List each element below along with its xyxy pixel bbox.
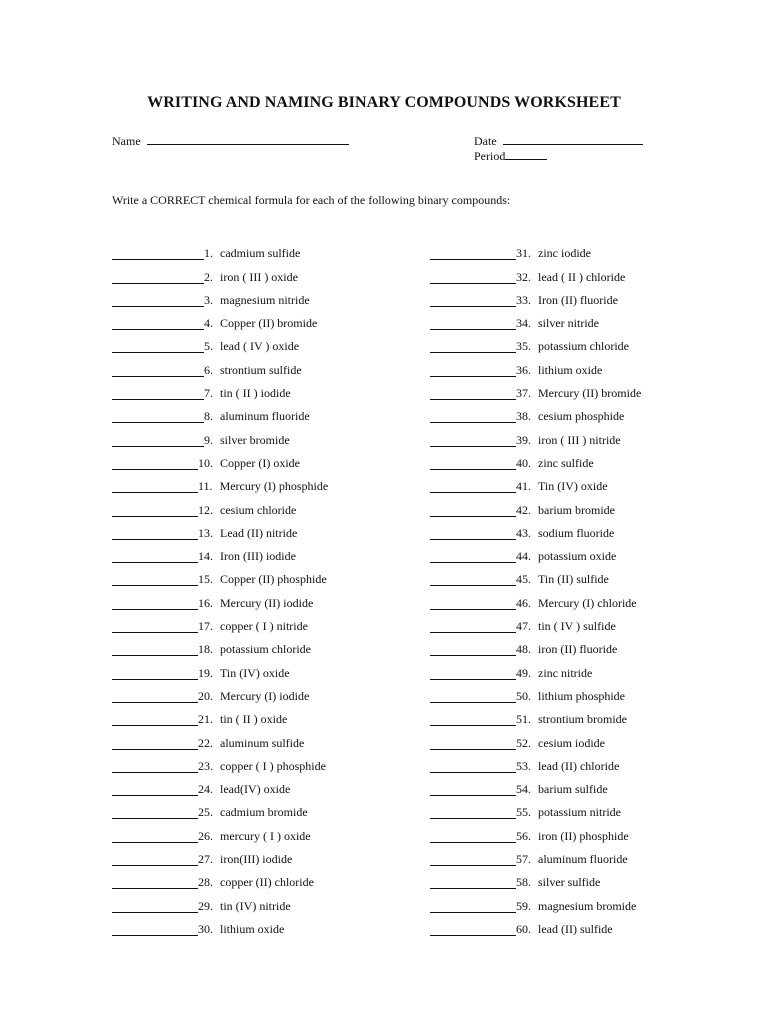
question-item	[430, 703, 641, 726]
compound-name: silver nitride	[538, 316, 599, 331]
compound-name: lithium oxide	[220, 921, 285, 936]
compound-name: tin (IV) nitride	[220, 898, 291, 913]
question-number: 50.	[516, 688, 531, 703]
instructions: Write a CORRECT chemical formula for each of the following binary compounds:	[112, 193, 511, 207]
question-item	[430, 866, 641, 889]
question-number: 35.	[516, 339, 531, 354]
compound-name: lead (II) chloride	[538, 758, 620, 773]
compound-name: zinc iodide	[538, 246, 591, 261]
answer-blank[interactable]	[112, 410, 204, 423]
answer-blank[interactable]	[430, 760, 516, 773]
question-item	[112, 400, 328, 423]
answer-blank[interactable]	[112, 340, 204, 353]
question-item	[112, 260, 328, 283]
answer-blank[interactable]	[112, 713, 198, 726]
question-number: 45.	[516, 572, 531, 587]
name-blank[interactable]	[147, 133, 349, 145]
compound-name: aluminum fluoride	[220, 409, 310, 424]
compound-name: tin ( II ) oxide	[220, 712, 288, 727]
question-number: 25.	[198, 805, 213, 820]
answer-blank[interactable]	[112, 690, 198, 703]
compound-name: sodium fluoride	[538, 525, 615, 540]
compound-name: strontium sulfide	[220, 362, 302, 377]
question-number: 39.	[516, 432, 531, 447]
answer-blank[interactable]	[430, 923, 516, 936]
compound-name: cesium phosphide	[538, 409, 625, 424]
question-item	[430, 843, 641, 866]
question-number: 34.	[516, 316, 531, 331]
question-item	[430, 307, 641, 330]
answer-blank[interactable]	[430, 271, 516, 284]
question-number: 18.	[198, 642, 213, 657]
name-field	[112, 133, 349, 148]
compound-name: Lead (II) nitride	[220, 525, 298, 540]
compound-name: lead ( IV ) oxide	[220, 339, 300, 354]
question-number: 54.	[516, 782, 531, 797]
question-item	[430, 726, 641, 749]
question-item	[430, 284, 641, 307]
answer-blank[interactable]	[430, 573, 516, 586]
compound-name: tin ( IV ) sulfide	[538, 619, 616, 634]
question-item	[112, 307, 328, 330]
period-blank[interactable]	[505, 148, 547, 160]
answer-blank[interactable]	[112, 434, 204, 447]
question-number: 42.	[516, 502, 531, 517]
question-item	[430, 796, 641, 819]
question-item	[112, 633, 328, 656]
question-number: 32.	[516, 269, 531, 284]
compound-name: tin ( II ) iodide	[220, 386, 291, 401]
question-number: 27.	[198, 852, 213, 867]
compound-name: cesium iodide	[538, 735, 605, 750]
answer-blank[interactable]	[430, 387, 516, 400]
answer-blank[interactable]	[112, 900, 198, 913]
question-item	[430, 377, 641, 400]
question-number: 4.	[204, 316, 213, 331]
answer-blank[interactable]	[430, 550, 516, 563]
question-item	[112, 586, 328, 609]
question-number: 13.	[198, 525, 213, 540]
question-item	[112, 889, 328, 912]
answer-blank[interactable]	[112, 317, 204, 330]
question-item	[112, 517, 328, 540]
compound-name: Tin (II) sulfide	[538, 572, 609, 587]
compound-name: magnesium bromide	[538, 898, 637, 913]
date-label: Date	[474, 134, 497, 148]
question-item	[430, 330, 641, 353]
question-item	[430, 750, 641, 773]
compound-name: potassium chloride	[538, 339, 629, 354]
compound-name: cadmium bromide	[220, 805, 308, 820]
compound-name: iron(III) iodide	[220, 852, 293, 867]
question-number: 49.	[516, 665, 531, 680]
compound-name: aluminum fluoride	[538, 852, 628, 867]
question-item	[112, 377, 328, 400]
question-item	[112, 819, 328, 842]
answer-blank[interactable]	[112, 527, 198, 540]
question-number: 40.	[516, 455, 531, 470]
question-number: 53.	[516, 758, 531, 773]
compound-name: zinc sulfide	[538, 455, 594, 470]
question-item	[430, 819, 641, 842]
question-number: 20.	[198, 688, 213, 703]
question-number: 17.	[198, 619, 213, 634]
question-number: 16.	[198, 595, 213, 610]
question-item	[430, 680, 641, 703]
answer-blank[interactable]	[112, 573, 198, 586]
question-item	[112, 353, 328, 376]
compound-name: iron (II) phosphide	[538, 828, 629, 843]
question-item	[112, 773, 328, 796]
answer-blank[interactable]	[430, 853, 516, 866]
question-number: 55.	[516, 805, 531, 820]
question-number: 36.	[516, 362, 531, 377]
answer-blank[interactable]	[112, 597, 198, 610]
answer-blank[interactable]	[430, 247, 516, 260]
compound-name: Copper (II) phosphide	[220, 572, 327, 587]
question-number: 46.	[516, 595, 531, 610]
answer-blank[interactable]	[430, 364, 516, 377]
compound-name: potassium oxide	[538, 549, 617, 564]
answer-blank[interactable]	[112, 247, 204, 260]
answer-blank[interactable]	[112, 620, 198, 633]
compound-name: lithium phosphide	[538, 688, 625, 703]
answer-blank[interactable]	[112, 667, 198, 680]
question-item	[430, 493, 641, 516]
answer-blank[interactable]	[430, 690, 516, 703]
answer-blank[interactable]	[112, 830, 198, 843]
question-number: 1.	[204, 246, 213, 261]
question-number: 26.	[198, 828, 213, 843]
answer-blank[interactable]	[430, 737, 516, 750]
page-title: WRITING AND NAMING BINARY COMPOUNDS WORKSHEET	[147, 94, 621, 111]
question-number: 5.	[204, 339, 213, 354]
answer-blank[interactable]	[112, 783, 198, 796]
answer-blank[interactable]	[430, 667, 516, 680]
question-number: 23.	[198, 758, 213, 773]
question-item	[112, 680, 328, 703]
compound-name: Iron (II) fluoride	[538, 292, 618, 307]
answer-blank[interactable]	[430, 527, 516, 540]
compound-name: Copper (II) bromide	[220, 316, 318, 331]
question-number: 7.	[204, 386, 213, 401]
compound-name: copper ( I ) nitride	[220, 619, 308, 634]
question-number: 38.	[516, 409, 531, 424]
compound-name: Mercury (I) phosphide	[219, 479, 329, 494]
question-number: 51.	[516, 712, 531, 727]
question-item	[112, 330, 328, 353]
compound-name: lead(IV) oxide	[220, 782, 291, 797]
answer-blank[interactable]	[112, 387, 204, 400]
compound-name: strontium bromide	[538, 712, 627, 727]
answer-blank[interactable]	[112, 504, 198, 517]
question-number: 22.	[198, 735, 213, 750]
compound-name: aluminum sulfide	[220, 735, 305, 750]
question-item	[112, 703, 328, 726]
compound-name: iron ( III ) nitride	[538, 432, 621, 447]
answer-blank[interactable]	[112, 876, 198, 889]
question-item	[430, 656, 641, 679]
question-item	[112, 470, 328, 493]
question-number: 2.	[204, 269, 213, 284]
question-number: 41.	[516, 479, 531, 494]
question-number: 30.	[198, 921, 213, 936]
question-number: 56.	[516, 828, 531, 843]
question-number: 58.	[516, 875, 531, 890]
question-number: 14.	[198, 549, 213, 564]
question-item	[430, 540, 641, 563]
question-number: 48.	[516, 642, 531, 657]
answer-blank[interactable]	[112, 457, 198, 470]
question-number: 24.	[198, 782, 213, 797]
answer-blank[interactable]	[112, 806, 198, 819]
answer-blank[interactable]	[112, 480, 198, 493]
question-item	[112, 726, 328, 749]
question-item	[430, 610, 641, 633]
question-item	[112, 423, 328, 446]
question-list-left	[112, 237, 328, 936]
question-item	[112, 843, 328, 866]
compound-name: barium sulfide	[538, 782, 608, 797]
question-item	[112, 237, 328, 260]
compound-name: copper (II) chloride	[220, 875, 314, 890]
compound-name: silver sulfide	[538, 875, 601, 890]
question-number: 59.	[516, 898, 531, 913]
question-item	[430, 447, 641, 470]
compound-name: potassium nitride	[538, 805, 621, 820]
answer-blank[interactable]	[112, 737, 198, 750]
question-item	[430, 423, 641, 446]
compound-name: magnesium nitride	[220, 292, 310, 307]
question-number: 10.	[198, 455, 213, 470]
compound-name: Mercury (II) iodide	[220, 595, 314, 610]
question-item	[430, 586, 641, 609]
question-number: 15.	[198, 572, 213, 587]
question-number: 60.	[516, 921, 531, 936]
compound-name: copper ( I ) phosphide	[220, 758, 326, 773]
compound-name: Mercury (I) chloride	[538, 595, 637, 610]
question-item	[112, 447, 328, 470]
question-number: 57.	[516, 852, 531, 867]
answer-blank[interactable]	[430, 434, 516, 447]
question-item	[112, 750, 328, 773]
question-item	[430, 563, 641, 586]
question-number: 33.	[516, 292, 531, 307]
compound-name: Mercury (II) bromide	[538, 386, 642, 401]
question-number: 8.	[204, 409, 213, 424]
question-number: 19.	[198, 665, 213, 680]
compound-name: lead ( II ) chloride	[538, 269, 626, 284]
answer-blank[interactable]	[112, 294, 204, 307]
answer-blank[interactable]	[430, 317, 516, 330]
answer-blank[interactable]	[430, 410, 516, 423]
question-item	[430, 470, 641, 493]
answer-blank[interactable]	[430, 830, 516, 843]
question-item	[430, 773, 641, 796]
question-number: 37.	[516, 386, 531, 401]
answer-blank[interactable]	[112, 550, 198, 563]
compound-name: Mercury (I) iodide	[220, 688, 310, 703]
question-list-right	[430, 237, 641, 936]
question-number: 43.	[516, 525, 531, 540]
question-number: 28.	[198, 875, 213, 890]
compound-name: cesium chloride	[220, 502, 297, 517]
answer-blank[interactable]	[430, 783, 516, 796]
answer-blank[interactable]	[112, 271, 204, 284]
period-label: Period	[474, 149, 506, 163]
answer-blank[interactable]	[430, 294, 516, 307]
compound-name: Tin (IV) oxide	[220, 665, 290, 680]
date-field	[474, 133, 643, 148]
compound-name: lead (II) sulfide	[538, 921, 613, 936]
compound-name: Copper (I) oxide	[220, 455, 300, 470]
question-number: 31.	[516, 246, 531, 261]
question-number: 29.	[198, 898, 213, 913]
question-item	[112, 913, 328, 936]
question-item	[112, 656, 328, 679]
answer-blank[interactable]	[430, 480, 516, 493]
compound-name: zinc nitride	[538, 665, 593, 680]
question-item	[112, 610, 328, 633]
compound-name: mercury ( I ) oxide	[220, 828, 311, 843]
answer-blank[interactable]	[430, 876, 516, 889]
answer-blank[interactable]	[430, 900, 516, 913]
question-number: 3.	[204, 292, 213, 307]
answer-blank[interactable]	[112, 364, 204, 377]
compound-name: lithium oxide	[538, 362, 603, 377]
question-item	[112, 796, 328, 819]
answer-blank[interactable]	[112, 643, 198, 656]
answer-blank[interactable]	[430, 643, 516, 656]
question-number: 11.	[198, 479, 213, 494]
compound-name: iron ( III ) oxide	[220, 269, 298, 284]
compound-name: silver bromide	[220, 432, 290, 447]
compound-name: iron (II) fluoride	[538, 642, 618, 657]
period-field	[474, 148, 547, 163]
answer-blank[interactable]	[430, 713, 516, 726]
answer-blank[interactable]	[430, 597, 516, 610]
answer-blank[interactable]	[430, 340, 516, 353]
answer-blank[interactable]	[430, 806, 516, 819]
question-number: 9.	[204, 432, 213, 447]
compound-name: Iron (III) iodide	[220, 549, 296, 564]
answer-blank[interactable]	[112, 853, 198, 866]
question-number: 21.	[198, 712, 213, 727]
question-item	[430, 353, 641, 376]
answer-blank[interactable]	[430, 620, 516, 633]
question-number: 44.	[516, 549, 531, 564]
question-item	[112, 493, 328, 516]
question-item	[430, 633, 641, 656]
compound-name: barium bromide	[538, 502, 615, 517]
question-number: 6.	[204, 362, 213, 377]
answer-blank[interactable]	[430, 504, 516, 517]
question-item	[430, 889, 641, 912]
question-number: 47.	[516, 619, 531, 634]
date-blank[interactable]	[503, 133, 643, 145]
question-item	[112, 563, 328, 586]
question-item	[112, 866, 328, 889]
question-item	[430, 517, 641, 540]
compound-name: Tin (IV) oxide	[538, 479, 608, 494]
question-item	[430, 400, 641, 423]
answer-blank[interactable]	[430, 457, 516, 470]
name-label: Name	[112, 134, 141, 148]
question-item	[430, 913, 641, 936]
answer-blank[interactable]	[112, 923, 198, 936]
question-item	[112, 540, 328, 563]
compound-name: cadmium sulfide	[220, 246, 301, 261]
question-item	[430, 260, 641, 283]
question-item	[430, 237, 641, 260]
answer-blank[interactable]	[112, 760, 198, 773]
question-number: 52.	[516, 735, 531, 750]
question-item	[112, 284, 328, 307]
question-number: 12.	[198, 502, 213, 517]
compound-name: potassium chloride	[220, 642, 311, 657]
